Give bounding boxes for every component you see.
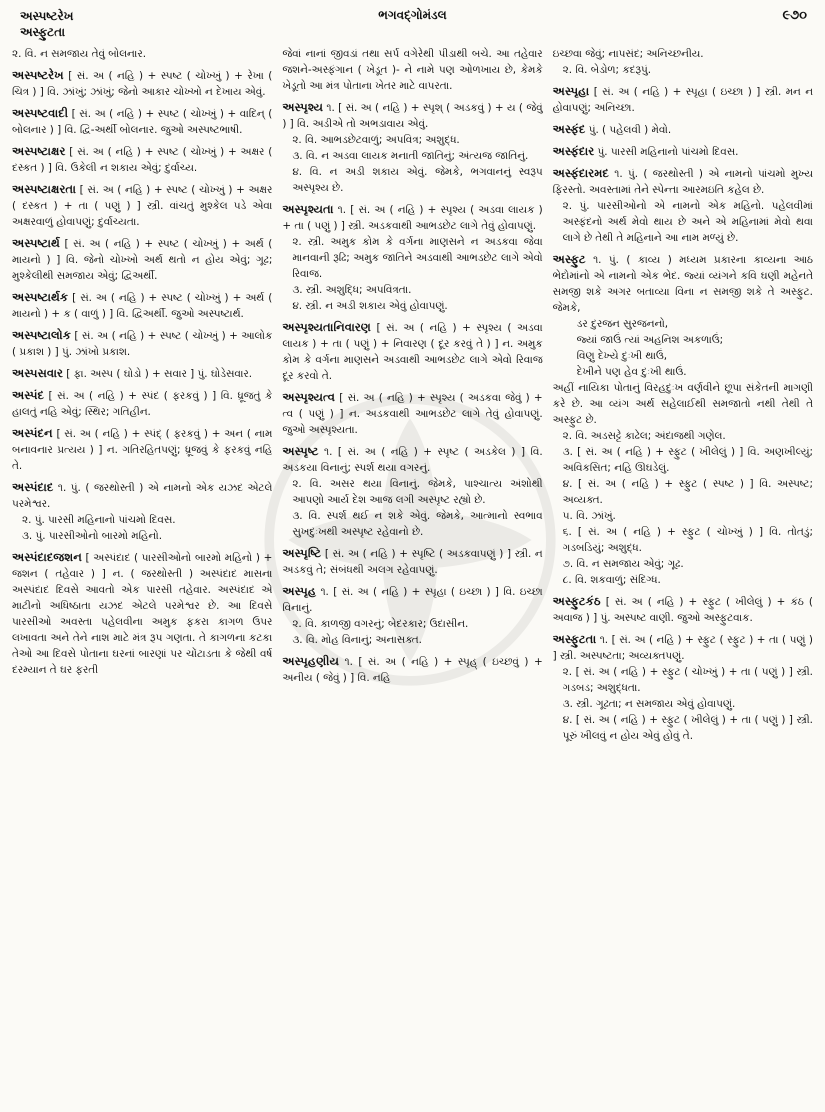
entry-text bbox=[553, 143, 813, 160]
definition-text: [ સં. અ ( નહિ ) + સ્પૃશ્ય ( અડકવા જેવું ) + ત્વ ( પણું ) ] ન. અડકવાથી આભડછેટ લાગે તેવું હોવાપણું. જુઓ અસ્પૃશ્યતા. bbox=[282, 392, 543, 436]
headword: અસ્પસવાર bbox=[12, 366, 63, 380]
definition-text: [ સં. અ ( નહિ ) + સ્પષ્ટ ( ચોખ્ખું ) + વાદિન્ ( બોલનાર ) ] વિ. દ્વિ-અર્થી બોલનાર. જુઓ અસ્પષ્ટભાષી. bbox=[12, 108, 273, 136]
entry-text: ૫. વિ. ઝાંખું. bbox=[562, 510, 616, 522]
dictionary-entry bbox=[282, 653, 542, 686]
guide-word-last: અસ્ફુટતા bbox=[20, 25, 66, 39]
dictionary-entry bbox=[12, 105, 272, 138]
definition-text: ૨. [ સં. અ ( નહિ ) + સ્ફુટ ( ચોખ્ખું ) + તા ( પણું ) ] સ્ત્રી. ગડબડ; અશુદ્ધતા. bbox=[562, 666, 813, 694]
definition-text: ૨. વિ. ન સમજાય તેવું બોલનાર. bbox=[12, 48, 147, 60]
dictionary-entry bbox=[12, 235, 272, 284]
dictionary-entry bbox=[282, 389, 542, 438]
definition-text: ઇચ્છવા જેવું; નાપસંદ; અનિચ્છનીય. bbox=[552, 48, 704, 60]
entry-text: ૪. [ સં. અ ( નહિ ) + સ્ફુટ ( સ્પષ્ટ ) ] વિ. અસ્પષ્ટ; અવ્યક્ત. bbox=[562, 478, 813, 506]
entry-text bbox=[282, 282, 542, 298]
definition-text: [ સં. અ ( નહિ ) + સ્પંદ ( ફરકવું ) ] વિ. ધ્રૂજતું કે હાલતું નહિ એવું; સ્થિર; ગતિહીન. bbox=[12, 390, 273, 418]
entry-text bbox=[282, 46, 542, 94]
headword: અસ્ફુટતા bbox=[552, 632, 597, 646]
entry-text bbox=[282, 164, 542, 196]
headword: અસ્ફુટકંઠ bbox=[552, 594, 601, 608]
guide-word-first: અસ્પષ્ટરેખ bbox=[20, 9, 74, 23]
definition-text: પું. ( પહેલવી ) મેવો. bbox=[588, 124, 672, 136]
poem-line: વિણુ દેખ્યે દુઃખી થાઉં, bbox=[576, 350, 668, 362]
headword: અસ્પૃશ્યતાનિવારણ bbox=[282, 320, 371, 334]
entry-text: ૮. વિ. શકવાળું; સંદિગ્ધ. bbox=[562, 574, 661, 586]
columns bbox=[12, 46, 813, 1106]
dictionary-entry bbox=[12, 479, 272, 544]
dictionary-entry bbox=[12, 46, 272, 62]
dictionary-entry bbox=[12, 365, 272, 382]
definition-text: [ સં. અ ( નહિ ) + સ્પષ્ટ ( ચોખ્ખું ) + અક્ષર ( દસ્કત ) ] વિ. ઉકેલી ન શકાય એવું; દુર્વાચ્ય. bbox=[12, 146, 273, 174]
headword: અસ્પૃશ્યતા bbox=[282, 202, 334, 216]
entry-text bbox=[12, 67, 272, 100]
entry-text: અહીં નાયિકા પોતાનું વિરહદુઃખ વર્ણવીને છૂપા સંકેતની માગણી કરે છે. આ વ્યંગ અર્થ સહેલાઈથી સમજાતો નથી તેથી તે અસ્ફુટ છે. bbox=[552, 382, 813, 426]
definition-text: જેવાં નાનાં જીવડાં તથા સર્પ વગેરેથી પીડાથી બચે. આ તહેવાર જશને-અસ્ફંગાન ( ખેડૂત )- ને નામે પણ ઓળખાય છે, કેમકે ખેડૂતો આ મંત્ર પોતાના ખેતર માટે વાપરતા. bbox=[282, 48, 543, 92]
headword: અસ્પષ્ટાર્થક bbox=[12, 290, 69, 304]
headword: અસ્પૃષ્ટિ bbox=[282, 546, 322, 560]
entry-text: ૬. [ સં. અ ( નહિ ) + સ્ફુટ ( ચોખ્ખું ) ] વિ. તોતડું; ગડબડિયું; અશુદ્ધ. bbox=[562, 526, 813, 554]
entry-text bbox=[12, 235, 272, 284]
definition-text: ૧. [ સં. અ ( નહિ ) + સ્પૃશ્ ( અડકવું ) + ય ( જેવું ) ] વિ. અડીએ તો અભડાવાય એવું. bbox=[282, 102, 543, 130]
entry-text bbox=[282, 508, 542, 540]
entry-text bbox=[282, 389, 542, 438]
entry-text bbox=[282, 443, 542, 476]
definition-text: ૨. પું. પારસીઓનો એ નામનો એક મહિનો. પહેલવીમાં અસ્ફંદનો અર્થ મેવો થાય છે અને એ મહિનામાં મેવો થવા લાગે છે તેથી તે મહિનાને આ નામ મળ્યું છે. bbox=[562, 200, 813, 244]
entry-text bbox=[553, 251, 813, 316]
poem-line: જ્યાં જાઉં ત્યાં અહનિશ અકળાઉં; bbox=[576, 334, 724, 346]
poem-line: દેખીને પણ હેવ દુઃખી થાઉં. bbox=[576, 366, 687, 378]
column-left bbox=[12, 46, 272, 1106]
definition-text: [ સં. અ ( નહિ ) + સ્પષ્ટ ( ચોખ્ખું ) + અર્થ ( માયનો ) ] વિ. જેનો ચોખ્ખો અર્થ થતો ન હોય એવું; ગૂઢ; મુશ્કેલીથી સમજાય એવું; દ્વિઅર્થી. bbox=[12, 238, 273, 282]
entry-text bbox=[282, 148, 542, 164]
entry-text bbox=[282, 653, 542, 686]
entry-text bbox=[12, 143, 272, 176]
entry-text bbox=[282, 201, 542, 234]
page-header bbox=[12, 8, 813, 46]
definition-text: ૧. [ સં. અ ( નહિ ) + સ્પૃહ્ ( ઇચ્છવું ) + અનીય ( જેવું ) ] વિ. નહિ bbox=[282, 656, 543, 684]
definition-text: [ સં. અ ( નહિ ) + સ્પષ્ટ ( ચોખ્ખું ) + અક્ષર ( દસ્કત ) + તા ( પણું ) ] સ્ત્રી. વાંચતું મુશ્કેલ પડે એવા અક્ષરવાળું હોવાપણું; દુર્વાચ્યતા. bbox=[12, 184, 273, 228]
entry-text bbox=[12, 425, 272, 474]
entry-text bbox=[12, 549, 272, 678]
headword: અસ્ફુટ bbox=[552, 252, 586, 266]
definition-text: ૩. સ્ત્રી. ગૂઢતા; ન સમજાય એવું હોવાપણું. bbox=[562, 698, 736, 710]
definition-text: [ સં. અ ( નહિ ) + સ્પંદ્ ( ફરકવું ) + અન ( નામ બનાવનાર પ્રત્યય ) ] ન. ગતિરહિતપણું; ધ્રૂજવું કે ફરકવું નહિ તે. bbox=[12, 428, 273, 472]
definition-text: [ અસ્પંદાદ ( પારસીઓનો બારમો મહિનો ) + જશન ( તહેવાર ) ] ન. ( જરથોસ્તી ) અસ્પંદાદ માસના અસ્પંદાદ દિવસે આવતો એક પારસી તહેવાર. અસ્પંદાદ એ માટીનો અધિષ્ઠાતા યઝદ એટલે પરમેશ્વર છે. આ દિવસે પારસીઓ અવસ્તા પહેલવીના અમુક ફકરા કાગળ ઉપર લખાવતા અને તેને નાશ માટે મંત્ર રૂપ ગણતા. તે કાગળના કટકા તેઓ આ દિવસે પોતાના ઘરનાં બારણાં પર ચોંટાડતા કે જેથી વર્ષ દરમ્યાન તે ઘર ફરતી bbox=[12, 552, 273, 676]
page-number: ૯૭૦ bbox=[782, 8, 807, 23]
headword: અસ્ફંદારમદ bbox=[552, 166, 609, 180]
dictionary-entry bbox=[282, 99, 542, 196]
definition-text: ૧. [ સં. અ ( નહિ ) + સ્પૃશ્ય ( અડવા લાયક ) + તા ( પણું ) ] સ્ત્રી. અડકવાથી આભડછેટ લાગે તેવું હોવાપણું. bbox=[282, 204, 543, 232]
definition-text: ૩. સ્ત્રી. અશુદ્ધિ; અપવિત્રતા. bbox=[292, 284, 412, 296]
dictionary-entry bbox=[553, 121, 813, 138]
entry-text bbox=[553, 198, 813, 246]
definition-text: ૪. સ્ત્રી. ન અડી શકાય એવું હોવાપણું. bbox=[292, 300, 448, 312]
definition-text: ૧. [ સં. અ ( નહિ ) + સ્પૃહા ( ઇચ્છા ) ] વિ. ઇચ્છા વિનાનું. bbox=[282, 586, 543, 614]
definition-text: ૨. વિ. કાળજી વગરનું; બેદરકાર; ઉદાસીન. bbox=[292, 618, 469, 630]
definition-text: ૨. પું. પારસી મહિનાનો પાંચમો દિવસ. bbox=[22, 514, 176, 526]
headword: અસ્પષ્ટવાદી bbox=[12, 106, 69, 120]
definition-text: ૩. વિ. મોહ વિનાનું; અનાસક્ત. bbox=[292, 634, 422, 646]
entry-text bbox=[553, 46, 813, 62]
definition-text: [ સં. અ ( નહિ ) + સ્પૃષ્ટિ ( અડકવાપણું ) ] સ્ત્રી. ન અડકવું તે; સંબંધથી અલગ રહેવાપણું. bbox=[282, 548, 543, 576]
dictionary-entry bbox=[12, 181, 272, 230]
entry-text: ૩. [ સં. અ ( નહિ ) + સ્ફુટ ( ખીલેલું ) ] વિ. અણખીલ્યું; અવિકસિત; નહિ ઊઘડેલું. bbox=[562, 446, 813, 474]
dictionary-entry bbox=[282, 201, 542, 314]
entry-text bbox=[553, 712, 813, 744]
entry-text: ૨. વિ. અડસટ્ટે કાઢેલ; અંદાજથી ગણેલ. bbox=[562, 430, 726, 442]
entry-text bbox=[553, 593, 813, 626]
dictionary-entry bbox=[12, 425, 272, 474]
dictionary-entry bbox=[553, 631, 813, 744]
dictionary-entry bbox=[12, 67, 272, 100]
dictionary-entry bbox=[553, 143, 813, 160]
dictionary-entry bbox=[282, 545, 542, 578]
entry-text bbox=[12, 387, 272, 420]
definition-text: ૧. પું. ( જરથોસ્તી ) એ નામનો એક યઝદ એટલે પરમેશ્વર. bbox=[12, 482, 273, 510]
entry-text bbox=[12, 512, 272, 528]
entry-text bbox=[282, 298, 542, 314]
headword: અસ્પૃષ્ટ bbox=[282, 444, 319, 458]
definition-text: ૧. પું. ( કાવ્ય ) મધ્યમ પ્રકારના કાવ્યના આઠ ભેદોમાંનો એ નામનો એક ભેદ. જ્યાં વ્યંગને કવિ ઘણી મહેનતે સમજી શકે અગર બતાવ્યા વિના ન સમજી શકે તે અસ્ફુટ. જેમકે, bbox=[552, 254, 813, 314]
dictionary-entry bbox=[12, 327, 272, 360]
dictionary-entry bbox=[12, 549, 272, 678]
definition-text: ૨. સ્ત્રી. અમુક કોમ કે વર્ગના માણસને ન અડકવા જેવા માનવાની રૂઢિ; અમુક જાતિને અડવાથી આભડછેટ લાગે એવો રિવાજ. bbox=[292, 236, 543, 280]
entry-text bbox=[12, 105, 272, 138]
definition-text: ૪. [ સં. અ ( નહિ ) + સ્ફુટ ( ખીલેલું ) + તા ( પણું ) ] સ્ત્રી. પૂરું ખીલવું ન હોય એવું હોવું તે. bbox=[562, 714, 813, 742]
entry-text bbox=[553, 696, 813, 712]
entry-text bbox=[282, 319, 542, 384]
definition-text: [ સં. અ ( નહિ ) + સ્પૃહા ( ઇચ્છા ) ] સ્ત્રી. મન ન હોવાપણું; અનિચ્છા. bbox=[552, 86, 813, 114]
entry-text bbox=[282, 99, 542, 132]
definition-text: ૩. વિ. ન અડવા લાયક મનાતી જાતિનું; અંત્યજ જાતિનું. bbox=[292, 150, 529, 162]
entry-text bbox=[12, 365, 272, 382]
headword: અસ્ફંદ bbox=[552, 122, 586, 136]
entry-text bbox=[12, 46, 272, 62]
entry-text bbox=[553, 664, 813, 696]
definition-text: ૨. વિ. બેડોળ; કદરૂપું. bbox=[562, 64, 652, 76]
headword: અસ્પંદન bbox=[12, 426, 53, 440]
poem-line: ડર દુરજન સુરજનનો, bbox=[576, 318, 669, 330]
headword: અસ્પંદ bbox=[12, 388, 44, 402]
headword: અસ્પૃશ્ય bbox=[282, 100, 323, 114]
entry-text bbox=[553, 83, 813, 116]
entry-text bbox=[282, 632, 542, 648]
entry-text bbox=[553, 631, 813, 664]
entry-text bbox=[12, 289, 272, 322]
headword: અસ્પૃહા bbox=[552, 84, 590, 98]
dictionary-entry bbox=[553, 593, 813, 626]
definition-text: ૨. વિ. અસર થયા વિનાનું. જેમકે, પાશ્ચાત્ય અંશોથી આપણો આર્ય દેશ આજ લગી અસ્પૃષ્ટ રહ્યો છે. bbox=[292, 478, 543, 506]
headword: અસ્ફંદાર bbox=[552, 144, 595, 158]
headword: અસ્પષ્ટાક્ષરતા bbox=[12, 182, 76, 196]
dictionary-entry bbox=[553, 83, 813, 116]
dictionary-entry bbox=[12, 289, 272, 322]
headword: અસ્પૃહ bbox=[282, 584, 317, 598]
definition-text: [ સં. અ ( નહિ ) + સ્ફુટ ( ખીલેલું ) + કંઠ ( અવાજ ) ] પું. અસ્પષ્ટ વાણી. જુઓ અસ્ફુટવાક. bbox=[552, 596, 813, 624]
dictionary-entry bbox=[553, 251, 813, 588]
entry-text bbox=[282, 616, 542, 632]
dictionary-entry bbox=[282, 319, 542, 384]
headword: અસ્પૃહણીય bbox=[282, 654, 339, 668]
headword: અસ્પૃશ્યત્વ bbox=[282, 390, 336, 404]
definition-text: પું. પારસી મહિનાનો પાંચમો દિવસ. bbox=[597, 146, 739, 158]
definition-text: ૧. પું. ( જરથોસ્તી ) એ નામનો પાંચમો મુખ્ય ફિરસ્તો. અવસ્તામાં તેને સ્પેન્તા આરમઇતિ કહેલ છે. bbox=[552, 168, 813, 196]
dictionary-entry bbox=[12, 143, 272, 176]
headword: અસ્પંદાદજશન bbox=[12, 550, 82, 564]
column-right bbox=[553, 46, 813, 1106]
entry-text bbox=[553, 62, 813, 78]
entry-text bbox=[12, 528, 272, 544]
definition-text: [ સં. અ ( નહિ ) + સ્પષ્ટ ( ચોખ્ખું ) + આલોક ( પ્રકાશ ) ] પું. ઝાંખો પ્રકાશ. bbox=[12, 330, 273, 358]
headword: અસ્પષ્ટરેખ bbox=[12, 68, 64, 82]
definition-text: [ સં. અ ( નહિ ) + સ્પૃશ્ય ( અડવા લાયક ) + તા ( પણું ) + નિવારણ ( દૂર કરવું તે ) ] ન. અમુક કોમ કે વર્ગના માણસને અડવાથી આભડછેટ લાગે એવો રિવાજ દૂર કરવો તે. bbox=[282, 322, 543, 382]
headword: અસ્પંદાદ bbox=[12, 480, 54, 494]
definition-text: [ સં. અ ( નહિ ) + સ્પષ્ટ ( ચોખ્ખું ) + રેખા ( ચિત્ર ) ] વિ. ઝાંખું; ઝાંખું; જેનો આકાર ચોખ્ખો ન દેખાય એવું. bbox=[12, 70, 273, 98]
entry-text bbox=[12, 181, 272, 230]
entry-text bbox=[12, 327, 272, 360]
headword: અસ્પષ્ટાર્થ bbox=[12, 236, 60, 250]
headword: અસ્પષ્ટાલોક bbox=[12, 328, 71, 342]
column-middle bbox=[282, 46, 542, 1106]
dictionary-entry bbox=[282, 443, 542, 540]
dictionary-entry bbox=[553, 165, 813, 246]
entry-text bbox=[12, 479, 272, 512]
dictionary-entry bbox=[553, 46, 813, 78]
entry-text bbox=[553, 121, 813, 138]
definition-text: ૧. [ સં. અ ( નહિ ) + સ્પૃષ્ટ ( અડકેલ ) ] વિ. અડકયા વિનાનું; સ્પર્શ થયા વગરનું. bbox=[282, 446, 543, 474]
entry-text bbox=[282, 132, 542, 148]
definition-text: ૨. વિ. આભડછેટવાળું; અપવિત્ર; અશુદ્ધ. bbox=[292, 134, 460, 146]
dictionary-entry bbox=[282, 583, 542, 648]
entry-text bbox=[282, 545, 542, 578]
definition-text: ૧. [ સં. અ ( નહિ ) + સ્ફુટ ( સ્ફુટ ) + તા ( પણું ) ] સ્ત્રી. અસ્પષ્ટતા; અવ્યક્તપણું. bbox=[552, 634, 813, 662]
entry-text bbox=[282, 234, 542, 282]
dictionary-entry bbox=[12, 387, 272, 420]
dictionary-entry bbox=[282, 46, 542, 94]
definition-text: [ ફા. અસ્પ ( ઘોડો ) + સવાર ] પું. ઘોડેસવાર. bbox=[66, 368, 253, 380]
definition-text: ૩. વિ. સ્પર્શ થઈ ન શકે એવું. જેમકે, આત્માનો સ્વભાવ સુખદુઃખથી અસ્પૃષ્ટ રહેવાનો છે. bbox=[292, 510, 543, 538]
definition-text: ૩. પું. પારસીઓનો બારમો મહિનો. bbox=[22, 530, 162, 542]
running-title: ભગવદ્ગોમંડલ bbox=[378, 8, 447, 22]
entry-text: ૭. વિ. ન સમજાય એવું; ગૂઢ. bbox=[562, 558, 684, 570]
entry-text bbox=[553, 165, 813, 198]
definition-text: ૪. વિ. ન અડી શકાય એવું. જેમકે, ભગવાનનું સ્વરૂપ અસ્પૃશ્ય છે. bbox=[292, 166, 543, 194]
entry-text bbox=[282, 476, 542, 508]
definition-text: [ સં. અ ( નહિ ) + સ્પષ્ટ ( ચોખ્ખું ) + અર્થ ( માયનો ) + ક ( વાળું ) ] વિ. દ્વિઅર્થી. જુઓ અસ્પષ્ટાર્થ. bbox=[12, 292, 273, 320]
entry-text bbox=[282, 583, 542, 616]
headword: અસ્પષ્ટાક્ષર bbox=[12, 144, 66, 158]
